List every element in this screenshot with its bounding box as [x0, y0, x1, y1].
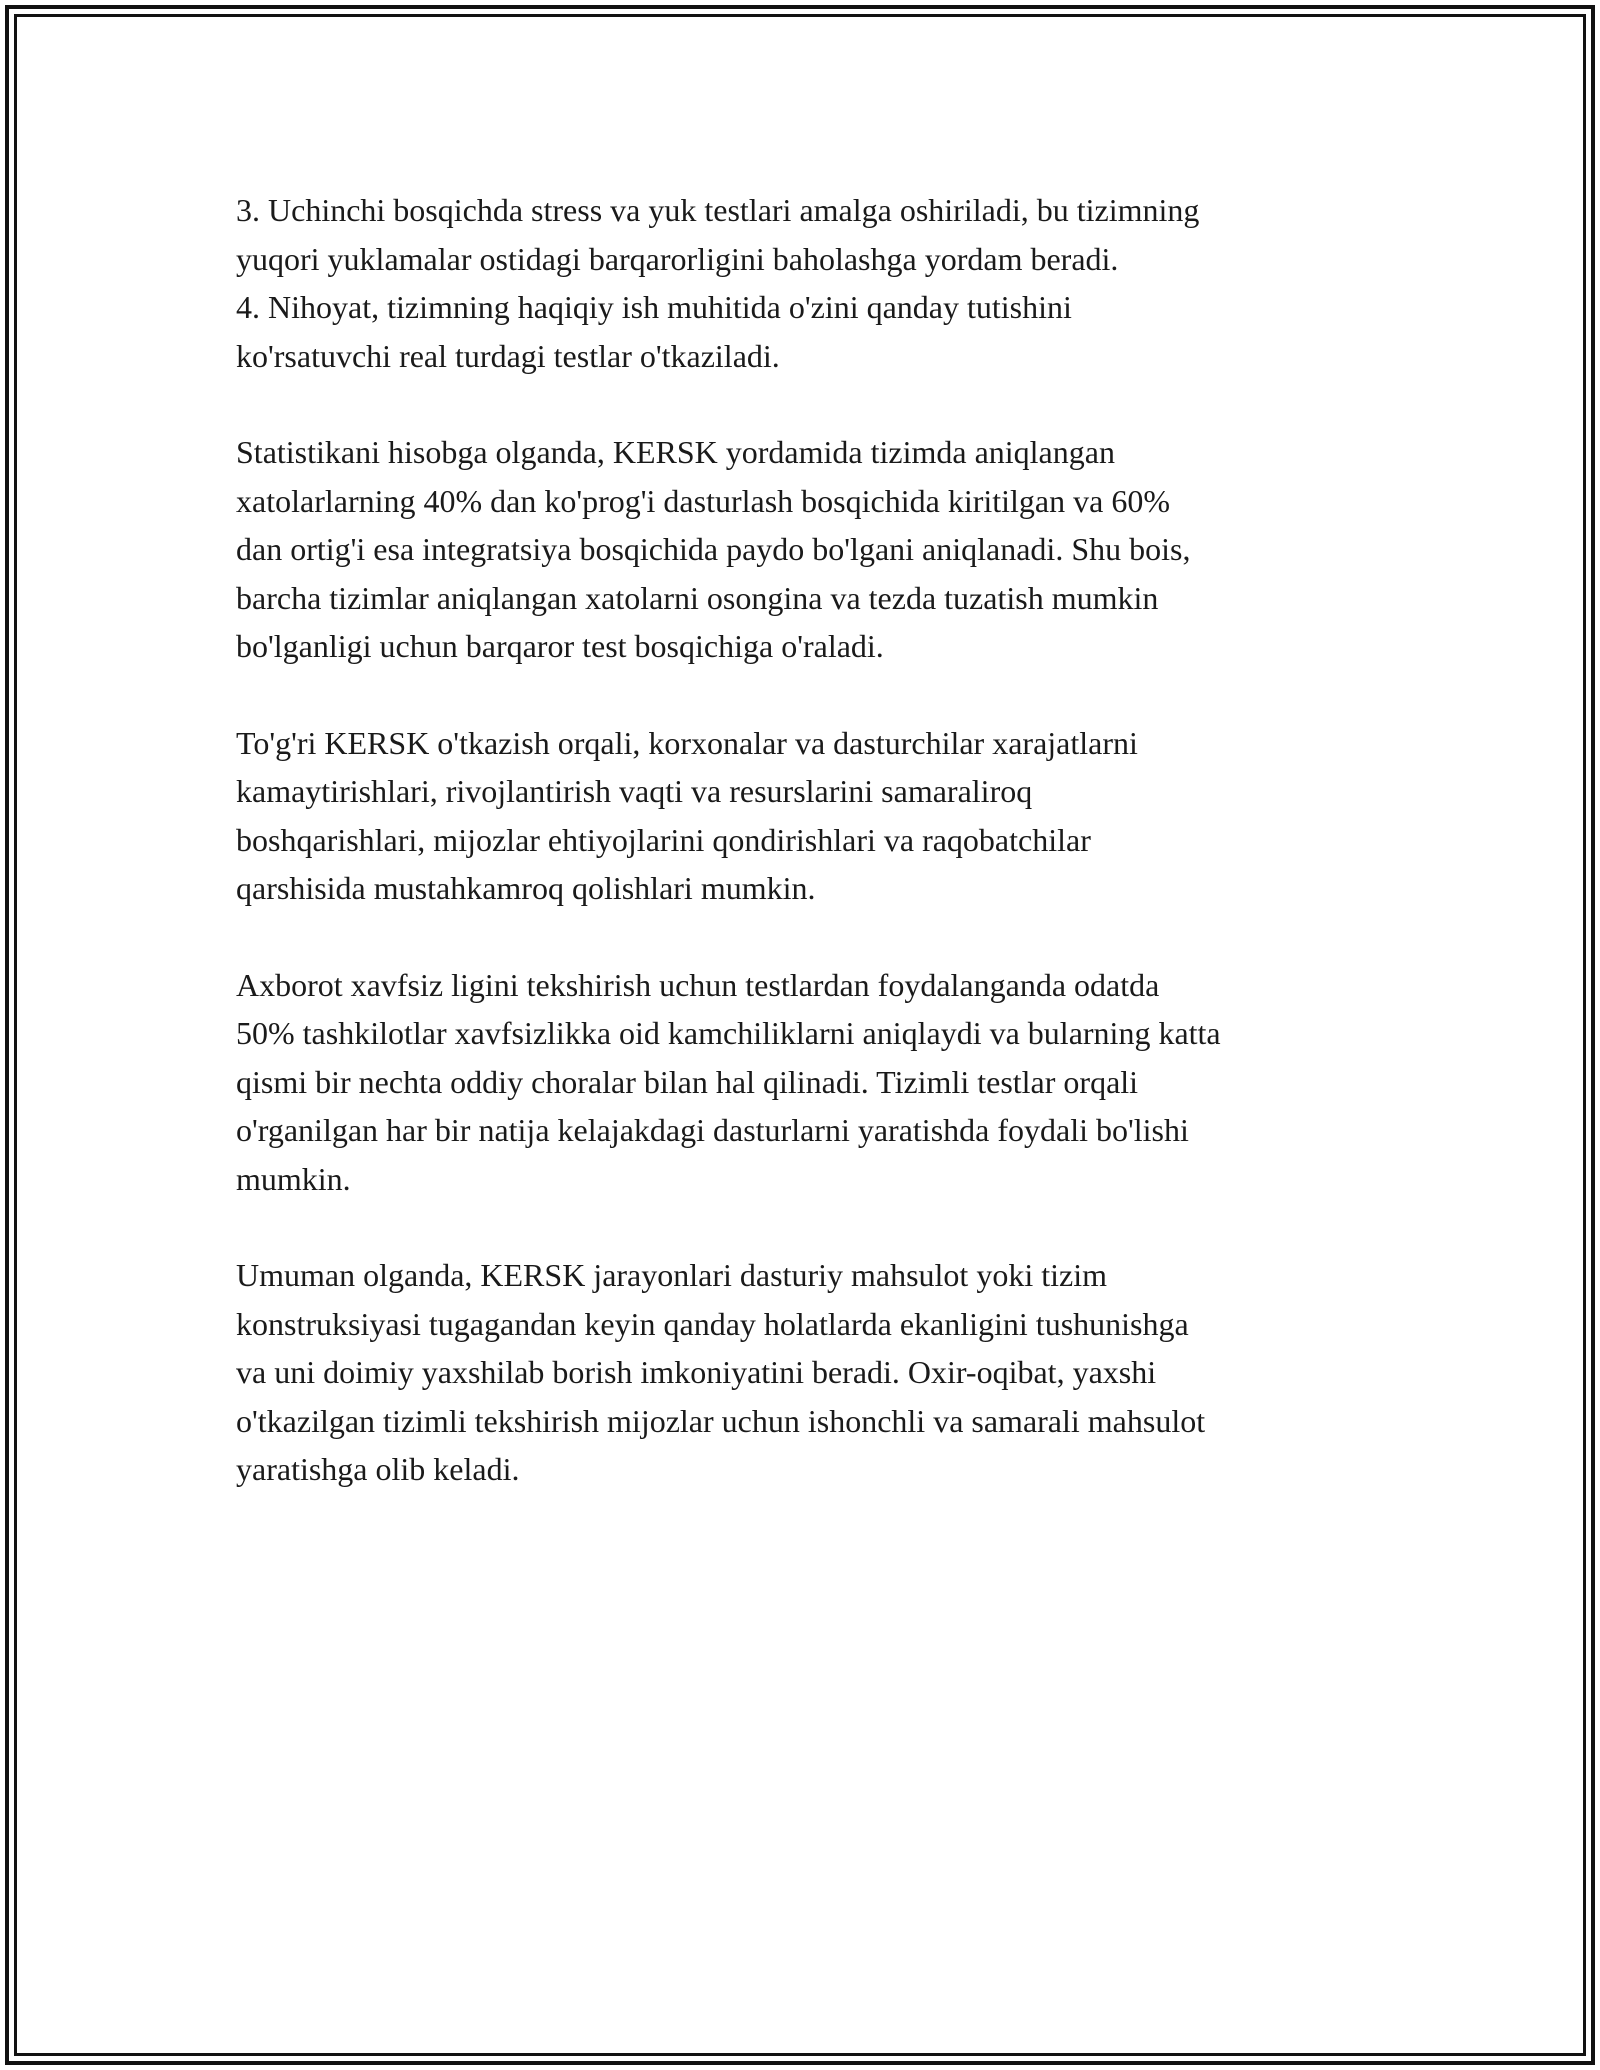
text-line: xatolarlarning 40% dan ko'prog'i dasturlash bosqichida kiritilgan va 60% [236, 482, 1170, 519]
paragraph-benefits [236, 719, 1376, 913]
paragraph-conclusion [236, 1251, 1376, 1494]
paragraph-security [236, 961, 1376, 1204]
paragraph-testing-stages [236, 186, 1376, 380]
text-line: yuqori yuklamalar ostidagi barqarorligini baholashga yordam beradi. [236, 240, 1119, 277]
text-line: boshqarishlari, mijozlar ehtiyojlarini qondirishlari va raqobatchilar [236, 821, 1091, 858]
text-line: 4. Nihoyat, tizimning haqiqiy ish muhitida o'zini qanday tutishini [236, 289, 1072, 325]
text-line: qarshisida mustahkamroq qolishlari mumkin. [236, 870, 816, 906]
text-line: o'tkazilgan tizimli tekshirish mijozlar uchun ishonchli va samarali mahsulot [236, 1402, 1206, 1439]
text-line: ko'rsatuvchi real turdagi testlar o'tkaziladi. [236, 337, 780, 374]
text-line: dan ortig'i esa integratsiya bosqichida paydo bo'lgani aniqlanadi. Shu bois, [236, 531, 1191, 567]
text-line: 3. Uchinchi bosqichda stress va yuk testlari amalga oshiriladi, bu tizimning [236, 192, 1200, 228]
text-line: 50% tashkilotlar xavfsizlikka oid kamchiliklarni aniqlaydi va bularning katta [236, 1015, 1221, 1051]
text-line: yaratishga olib keladi. [236, 1451, 520, 1487]
text-line: konstruksiyasi tugagandan keyin qanday holatlarda ekanligini tushunishga [236, 1305, 1189, 1342]
text-line: va uni doimiy yaxshilab borish imkoniyatini beradi. Oxir-oqibat, yaxshi [236, 1354, 1157, 1390]
text-line: bo'lganligi uchun barqaror test bosqichiga o'raladi. [236, 628, 884, 664]
paragraph-statistics [236, 428, 1376, 671]
text-line: kamaytirishlari, rivojlantirish vaqti va resurslarini samaraliroq [236, 773, 1033, 809]
text-line: mumkin. [236, 1160, 351, 1197]
text-line: o'rganilgan har bir natija kelajakdagi dasturlarni yaratishda foydali bo'lishi [236, 1112, 1189, 1148]
document-body [236, 186, 1376, 1542]
text-line: Umuman olganda, KERSK jarayonlari dasturiy mahsulot yoki tizim [236, 1257, 1107, 1293]
text-line: Statistikani hisobga olganda, KERSK yordamida tizimda aniqlangan [236, 434, 1115, 470]
text-line: Axborot xavfsiz ligini tekshirish uchun testlardan foydalanganda odatda [236, 966, 1160, 1003]
text-line: qismi bir nechta oddiy choralar bilan hal qilinadi. Tizimli testlar orqali [236, 1063, 1139, 1100]
text-line: To'g'ri KERSK o'tkazish orqali, korxonalar va dasturchilar xarajatlarni [236, 724, 1138, 761]
text-line: barcha tizimlar aniqlangan xatolarni osongina va tezda tuzatish mumkin [236, 579, 1159, 616]
